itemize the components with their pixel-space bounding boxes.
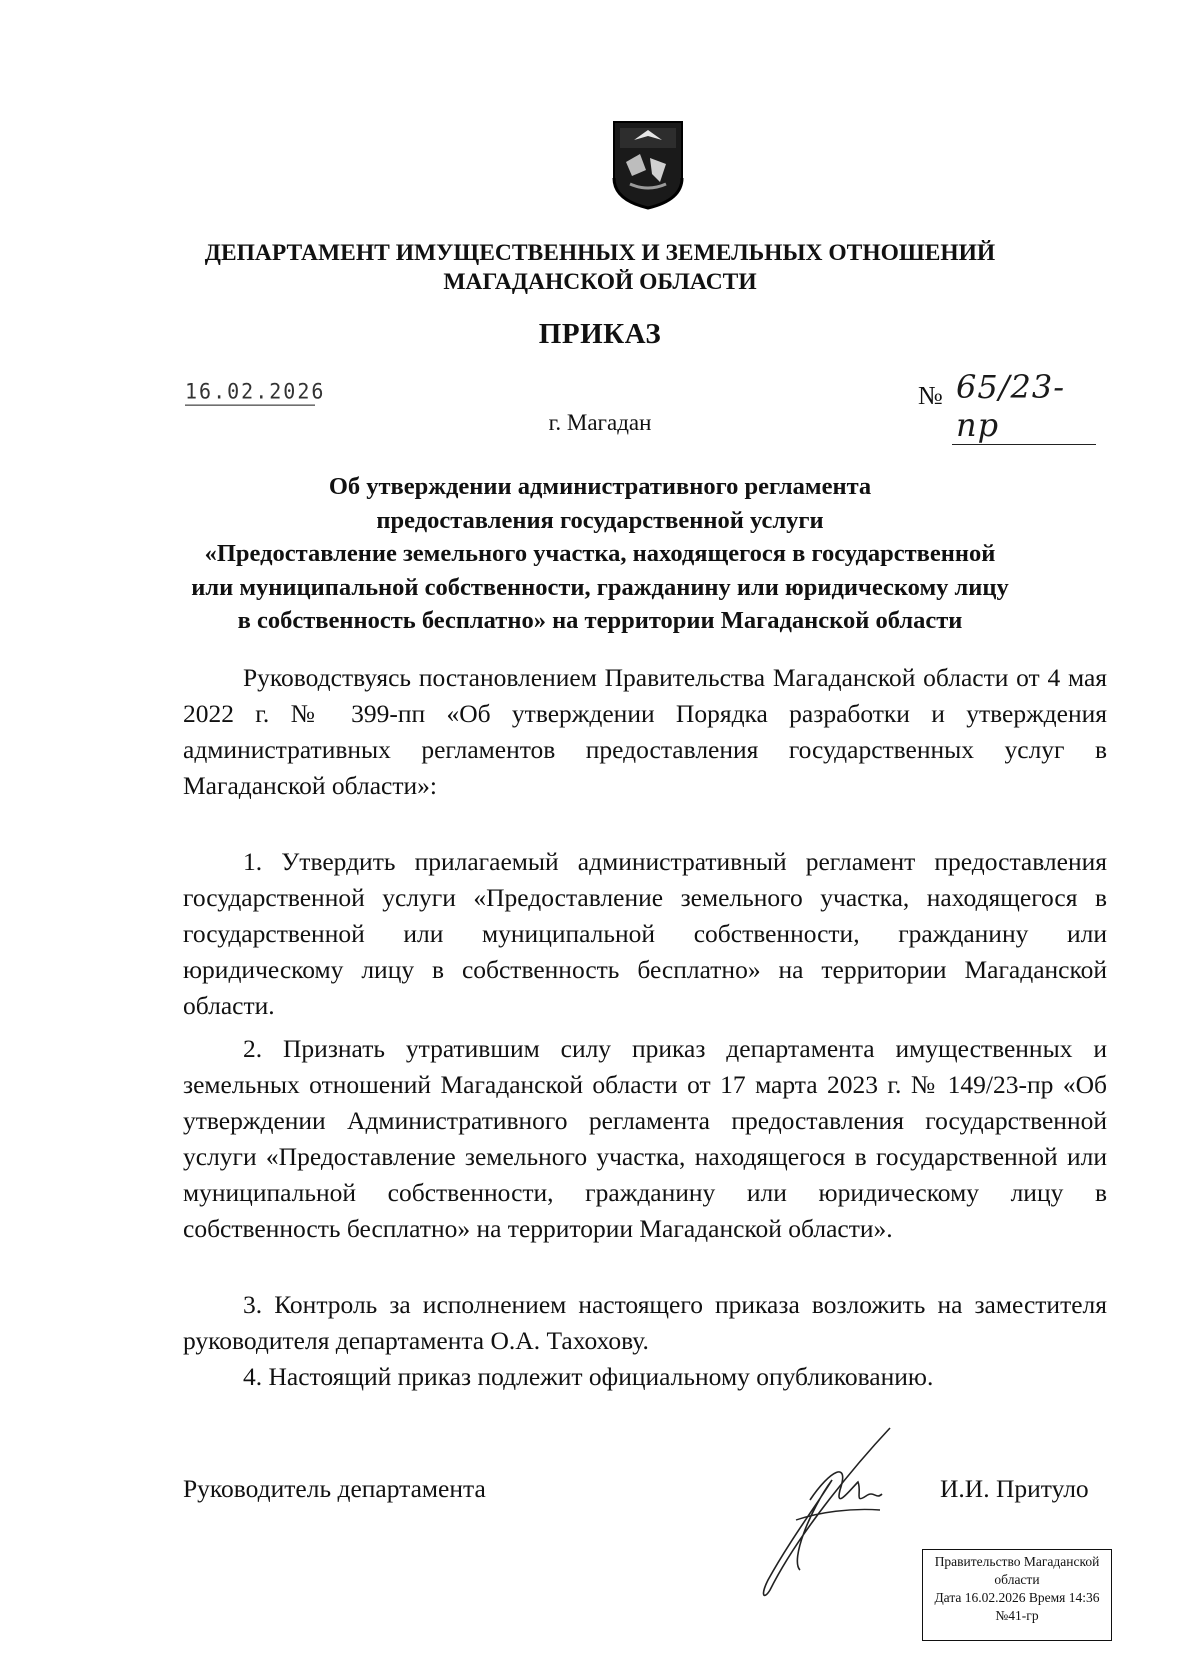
item-3-text: 3. Контроль за исполнением настоящего приказа возложить на заместителя руководителя департамента О.А. Тахохову. (183, 1290, 1107, 1355)
city: г. Магадан (548, 410, 652, 435)
department-line-1: ДЕПАРТАМЕНТ ИМУЩЕСТВЕННЫХ И ЗЕМЕЛЬНЫХ ОТНОШЕНИЙ (204, 240, 996, 266)
order-number-label: № (918, 381, 943, 410)
item-3-paragraph (183, 1287, 1107, 1359)
stamp-line: Дата 16.02.2026 Время 14:36 (934, 1590, 1100, 1605)
subject-line: в собственность бесплатно» на территории Магаданской области (237, 607, 963, 634)
stamp-line: Правительство Магаданской (934, 1554, 1100, 1569)
signatory-role: Руководитель департамента (183, 1474, 486, 1503)
item-2-text: 2. Признать утратившим силу приказ департамента имущественных и земельных отношений Магаданской области от 17 марта 2023 г. № 149/23-пр «Об утверждении Административного регламента предоставления государственной услуги «Предоставление земельного участка, находящегося в государственной или муниципальной собственности, гражданину или юридическому лицу в собственность бесплатно» на территории Магаданской области». (183, 1034, 1107, 1243)
order-date: 16.02.2026 (185, 378, 315, 405)
intro-text: Руководствуясь постановлением Правительства Магаданской области от 4 мая 2022 г. № 399-пп «Об утверждении Порядка разработки и утверждения административных регламентов предоставления государственных услуг в Магаданской области»: (183, 663, 1107, 800)
stamp-line: области (994, 1572, 1040, 1587)
signatory-name: И.И. Притуло (940, 1474, 1089, 1503)
order-number: 65/23-пр (952, 368, 1096, 445)
subject-line: Об утверждении административного регламента (328, 473, 872, 500)
subject-line: «Предоставление земельного участка, находящегося в государственной (204, 540, 996, 567)
document-type: ПРИКАЗ (538, 318, 662, 350)
handwritten-signature-icon (740, 1420, 920, 1600)
item-4-text: 4. Настоящий приказ подлежит официальному опубликованию. (243, 1362, 934, 1391)
coat-of-arms-icon (610, 118, 686, 210)
item-4-paragraph (183, 1359, 1107, 1395)
order-subject (160, 470, 1040, 638)
item-1-paragraph (183, 844, 1107, 1024)
intro-paragraph (183, 660, 1107, 804)
department-line-2: МАГАДАНСКОЙ ОБЛАСТИ (443, 269, 757, 295)
subject-line: предоставления государственной услуги (376, 506, 824, 534)
registration-stamp (922, 1549, 1112, 1641)
department-name (150, 239, 1050, 297)
item-1-text: 1. Утвердить прилагаемый административный регламент предоставления государственной услуги «Предоставление земельного участка, находящегося в государственной или муниципальной собственности, гражданину или юридическому лицу в собственность бесплатно» на территории Магаданской области. (183, 847, 1107, 1020)
stamp-line: №41-гр (995, 1608, 1039, 1623)
item-2-paragraph (183, 1031, 1107, 1247)
subject-line: или муниципальной собственности, гражданину или юридическому лицу (191, 573, 1009, 601)
